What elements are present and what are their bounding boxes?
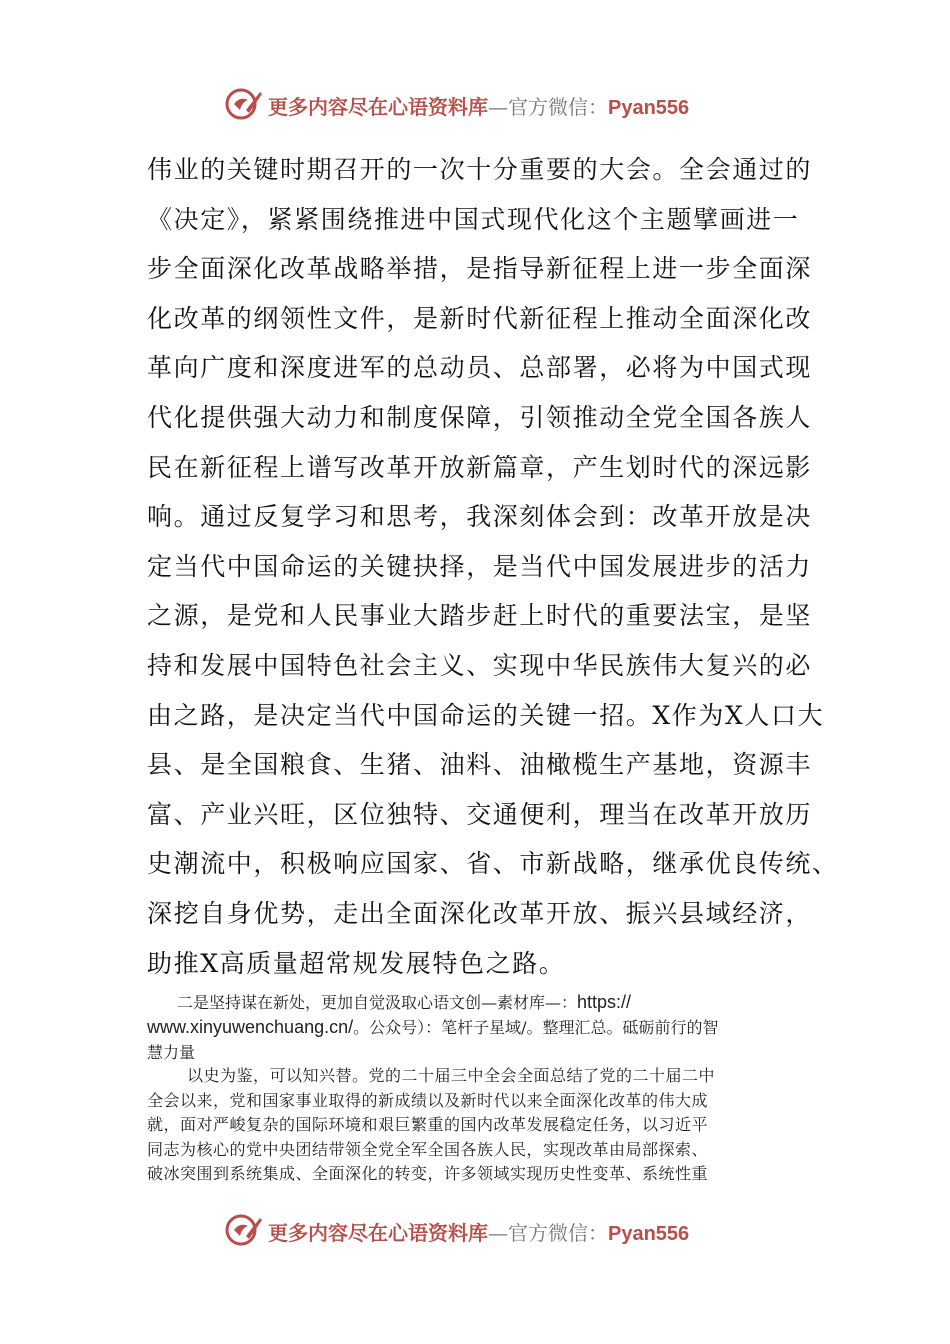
heading-line-3: 慧力量 (147, 1043, 196, 1062)
heading-line-1 (147, 990, 807, 1015)
footer-label: 官方微信： (508, 1221, 608, 1245)
text-line: 伟业的关键时期召开的一次十分重要的大会。全会通过的 (147, 155, 813, 184)
text-line: 之源，是党和人民事业大踏步赶上时代的重要法宝，是坚 (147, 601, 813, 631)
text-line: 同志为核心的党中央团结带领全党全军全国各族人民，实现改革由局部探索、 (147, 1139, 709, 1159)
text-line: 破冰突围到系统集成、全面深化的转变，许多领域实现历史性变革、系统性重 (147, 1164, 709, 1183)
footer-banner-text (268, 1217, 689, 1246)
text-line: 民在新征程上谱写改革开放新篇章，产生划时代的深远影 (147, 452, 813, 482)
text-line: 全会以来，党和国家事业取得的新成绩以及新时代以来全面深化改革的伟大成 (147, 1090, 709, 1110)
header-banner (0, 82, 950, 126)
header-banner-text (268, 91, 689, 120)
body-paragraph (147, 1064, 807, 1187)
header-dash: — (488, 95, 508, 119)
header-label: 官方微信： (508, 95, 608, 119)
text-line: 化改革的纲领性文件，是新时代新征程上推动全面深化改 (147, 303, 813, 333)
text-line: 深挖自身优势，走出全面深化改革开放、振兴县域经济， (147, 898, 813, 928)
text-line: 县、是全国粮食、生猪、油料、油橄榄生产基地，资源丰 (147, 750, 813, 780)
main-paragraph (147, 145, 839, 988)
text-line: 就，面对严峻复杂的国际环境和艰巨繁重的国内改革发展稳定任务，以习近平 (147, 1115, 709, 1134)
text-line: 定当代中国命运的关键抉择，是当代中国发展进步的活力 (147, 551, 813, 581)
footer-dash: — (488, 1221, 508, 1245)
text-line: 持和发展中国特色社会主义、实现中华民族伟大复兴的必 (147, 650, 813, 680)
text-line: 步全面深化改革战略举措，是指导新征程上进一步全面深 (147, 254, 813, 284)
text-line: 由之路，是决定当代中国命运的关键一招。X作为X人口大 (147, 700, 825, 730)
header-brand: 更多内容尽在心语资料库 (268, 95, 488, 119)
section-heading (147, 990, 807, 1065)
brand-logo-icon (224, 86, 264, 122)
text-line: 富、产业兴旺，区位独特、交通便利，理当在改革开放历 (147, 799, 813, 829)
source-link-part-1[interactable]: https:// (577, 992, 632, 1012)
text-line: 革向广度和深度进军的总动员、总部署，必将为中国式现 (147, 353, 813, 383)
heading-line-2 (147, 1015, 807, 1040)
text-line: 史潮流中，积极响应国家、省、市新战略，继承优良传统、 (147, 849, 839, 879)
text-line: 《决定》，紧紧围绕推进中国式现代化这个主题擘画进一 (147, 204, 800, 234)
text-line: 代化提供强大动力和制度保障，引领推动全党全国各族人 (147, 402, 813, 432)
text-line: 助推X高质量超常规发展特色之路。 (147, 948, 566, 978)
header-handle: Pyan556 (608, 97, 690, 119)
source-link-part-2[interactable]: www.xinyuwenchuang.cn/ (147, 1017, 354, 1037)
footer-handle: Pyan556 (608, 1223, 690, 1245)
heading-text-2: 。公众号）：笔杆子星域/。整理汇总。砥砺前行的智 (353, 1018, 719, 1037)
heading-text-1: 二是坚持谋在新处，更加自觉汲取心语文创—素材库—： (177, 993, 578, 1012)
text-line: 以史为鉴，可以知兴替。党的二十届三中全会全面总结了党的二十届二中 (187, 1066, 716, 1085)
footer-brand: 更多内容尽在心语资料库 (268, 1221, 488, 1245)
text-line: 响。通过反复学习和思考，我深刻体会到：改革开放是决 (147, 502, 813, 532)
brand-logo-icon (224, 1212, 264, 1248)
footer-banner (0, 1208, 950, 1252)
